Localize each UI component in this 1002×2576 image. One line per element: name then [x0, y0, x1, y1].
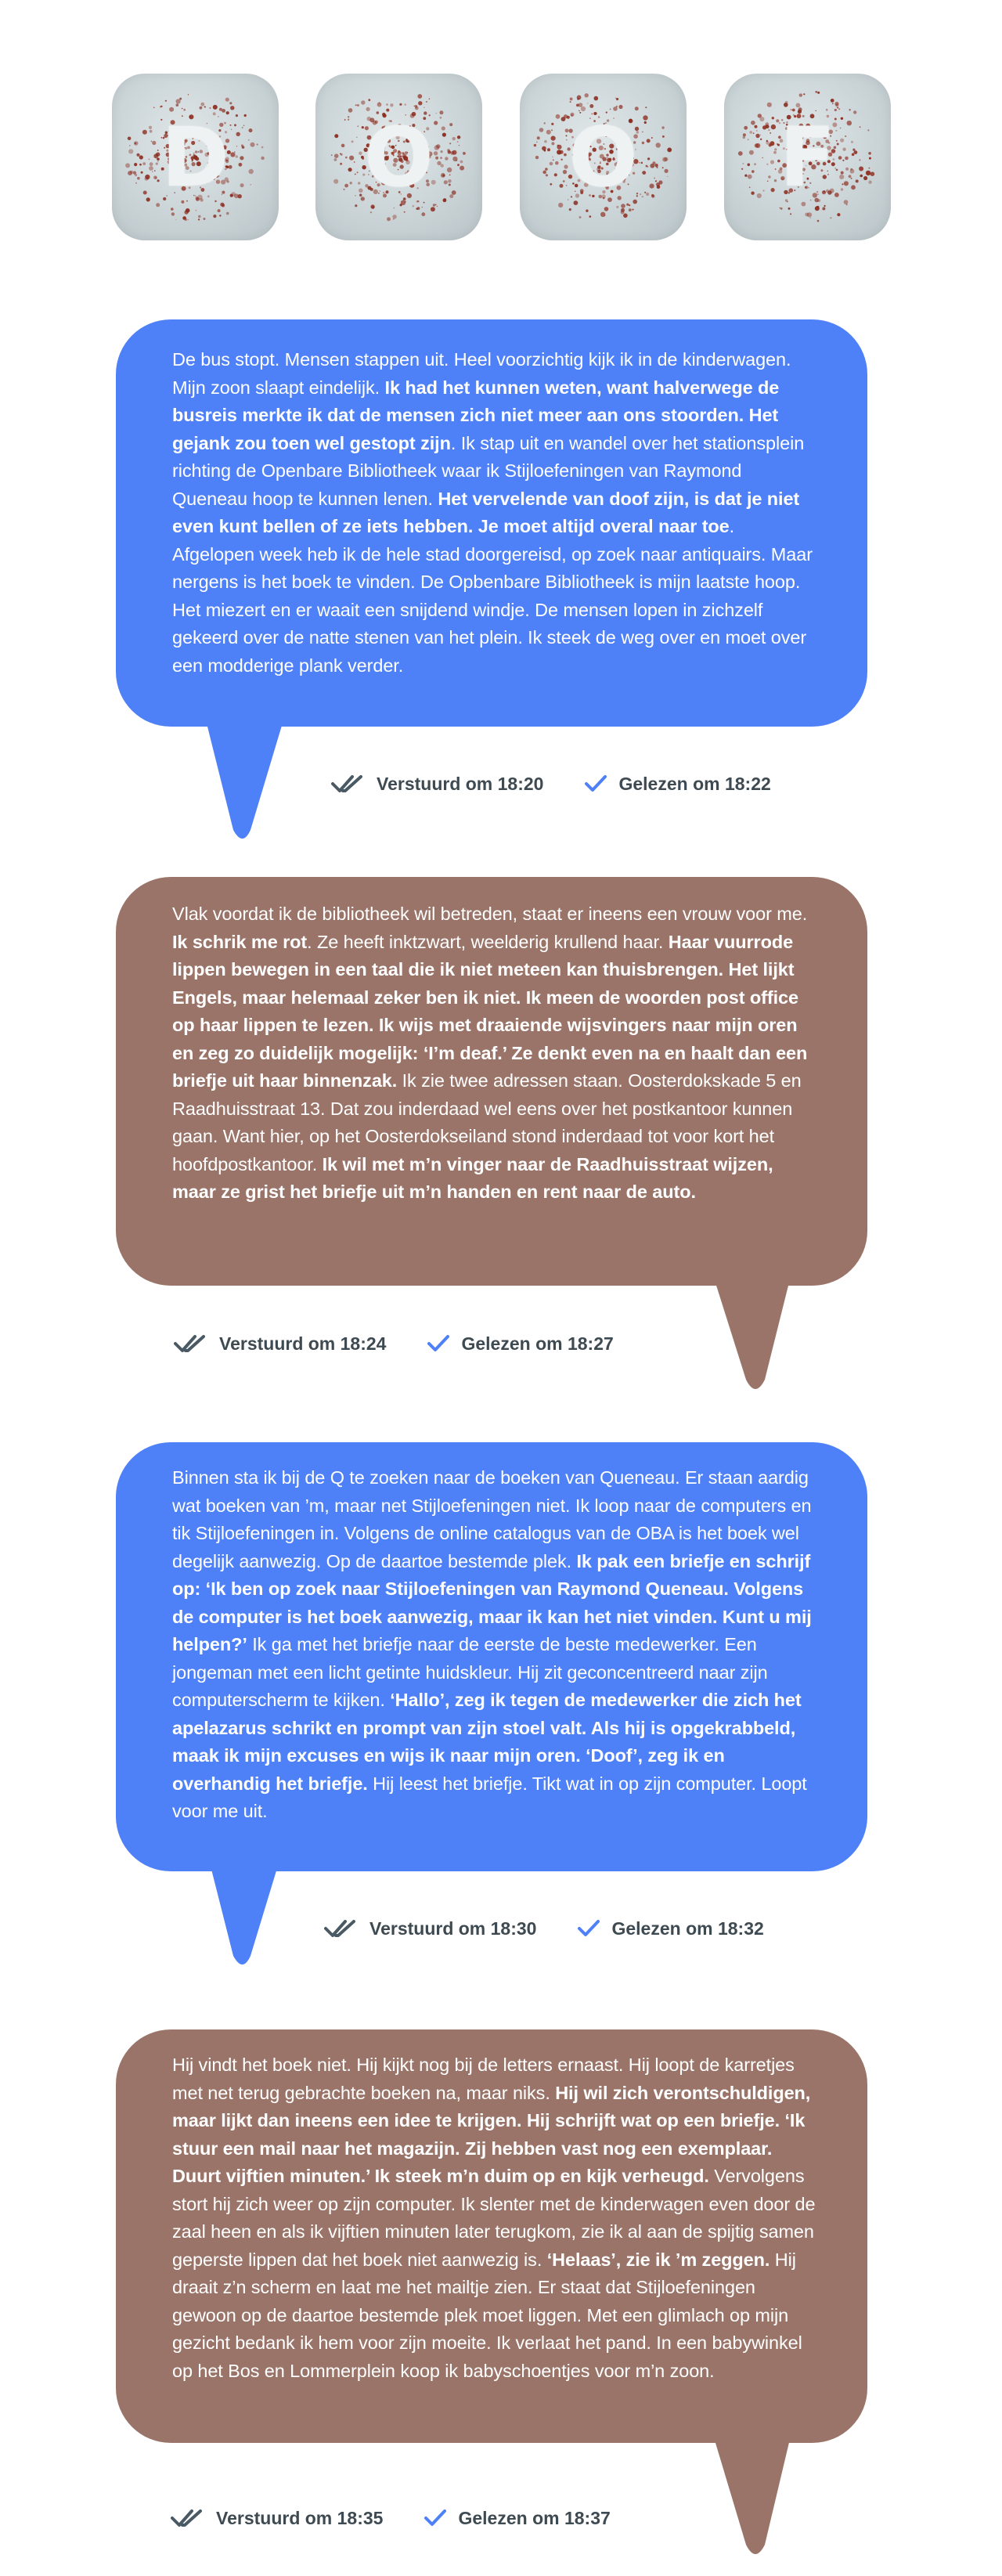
read-status — [427, 1333, 613, 1355]
sent-time: Verstuurd om 18:24 — [219, 1333, 387, 1354]
message-bubble-1 — [116, 319, 867, 727]
text-run-bold: Haar vuurrode lippen bewegen in een taal die ik niet meteen kan thuisbrengen. Het lijkt Engels, maar helemaal zeker ben ik niet. Ik meen de woorden post office op haar lippen te lezen. Ik wijs met draaiende wijsvingers naar mijn oren en zeg zo duidelijk mogelijk: ‘I’m deaf.’ Ze denkt even na en haalt dan een briefje uit haar binnenzak. — [172, 931, 808, 1091]
sent-time: Verstuurd om 18:30 — [369, 1918, 537, 1939]
double-check-icon — [331, 774, 366, 793]
title-tile-d — [112, 74, 279, 240]
message-bubble-2 — [116, 877, 867, 1286]
text-run: Ik zie twee adressen staan. Oosterdokskade 5 en Raadhuisstraat 13. Dat zou inderdaad wel eens over het postkantoor kunnen gaan. Want hier, op het Oosterdokseiland stond inderdaad tot voor kort het hoofdpostkantoor. — [172, 1070, 802, 1174]
check-icon — [584, 774, 607, 793]
read-time: Gelezen om 18:22 — [618, 773, 771, 794]
double-check-icon — [174, 1334, 208, 1353]
title-tile-f — [724, 74, 891, 240]
text-run: Vervolgens stort hij zich weer op zijn computer. Ik slenter met de kinderwagen even door de zaal heen en als ik vijftien minuten later terugkom, zie ik al aan de spijtig samen geperste lippen dat het boek niet aanwezig is. — [172, 2166, 816, 2270]
sent-status — [324, 1918, 536, 1939]
message-bubble-4 — [116, 2029, 867, 2443]
message-status-3 — [324, 1913, 805, 1944]
read-status — [584, 774, 770, 795]
text-run: Ik ga met het briefje naar de eerste de beste medewerker. Een jongeman met een licht getinte huidskleur. Hij zit geconcentreerd naar zijn computerscherm te kijken. — [172, 1634, 768, 1710]
text-run-bold: Ik pak een briefje en schrijf op: ‘Ik ben op zoek naar Stijloefeningen van Raymond Queneau. Volgens de computer is het boek aanwezig, maar ik kan het niet vinden. Kunt u mij helpen?’ — [172, 1550, 812, 1654]
sent-status — [331, 774, 543, 795]
text-run: Binnen sta ik bij de Q te zoeken naar de boeken van Queneau. Er staan aardig wat boeken van ’m, maar net Stijloefeningen niet. Ik loop naar de computers en tik Stijloefeningen in. Volgens de online catalogus van de OBA is het boek wel degelijk aanwezig. Op de daartoe bestemde plek. — [172, 1467, 812, 1571]
title-tiles — [112, 74, 891, 240]
title-tile-o-second — [520, 74, 687, 240]
text-run: Hij leest het briefje. Tikt wat in op zijn computer. Loopt voor me uit. — [172, 1773, 807, 1821]
title-letter: F — [779, 110, 836, 205]
read-status — [577, 1918, 763, 1939]
title-tile-o-first — [315, 74, 482, 240]
text-run-bold: Ik wil met m’n vinger naar de Raadhuisstraat wijzen, maar ze grist het briefje uit m’n handen en rent naar de auto. — [172, 1153, 773, 1202]
double-check-icon — [324, 1919, 359, 1938]
text-run: . Ik stap uit en wandel over het stationsplein richting de Openbare Bibliotheek waar ik Stijloefeningen van Raymond Queneau hoop te kunnen lenen. — [172, 432, 805, 509]
message-bubble-3 — [116, 1442, 867, 1871]
text-run: De bus stopt. Mensen stappen uit. Heel voorzichtig kijk ik in de kinderwagen. Mijn zoon slaapt eindelijk. — [172, 349, 791, 398]
text-run: Hij vindt het boek niet. Hij kijkt nog bij de letters ernaast. Hij loopt de karretjes met net terug gebrachte boeken na, maar niks. — [172, 2055, 795, 2103]
text-run: Vlak voordat ik de bibliotheek wil betreden, staat er ineens een vrouw voor me. — [172, 904, 808, 924]
title-letter: O — [568, 110, 638, 205]
text-run-bold: Het vervelende van doof zijn, is dat je niet even kunt bellen of ze iets hebben. Je moet altijd overal naar toe — [172, 488, 800, 536]
read-time: Gelezen om 18:32 — [611, 1918, 764, 1939]
message-text-3 — [172, 1464, 820, 1826]
message-status-4 — [171, 2502, 651, 2534]
message-status-2 — [174, 1328, 654, 1359]
message-text-2 — [172, 900, 820, 1207]
message-text-4 — [172, 2051, 820, 2385]
read-time: Gelezen om 18:27 — [461, 1333, 614, 1354]
text-run: . Afgelopen week heb ik de hele stad doorgereisd, op zoek naar antiquairs. Maar nergens is het boek te vinden. De Opbenbare Bibliotheek is mijn laatste hoop. Het miezert en er waait een snijdend windje. De mensen lopen in zichzelf gekeerd over de natte stenen van het plein. Ik steek de weg over en moet over een modderige plank verder. — [172, 516, 813, 676]
double-check-icon — [171, 2509, 205, 2527]
title-letter: O — [364, 110, 434, 205]
message-status-1 — [331, 768, 812, 799]
text-run-bold: ‘Hallo’, zeg ik tegen de medewerker die zich het apelazarus schrikt en prompt van zijn stoel valt. Als hij is opgekrabbeld, maak ik mijn excuses en wijs ik naar mijn oren. ‘Doof’, zeg ik en overhandig het briefje. — [172, 1690, 802, 1794]
read-status — [424, 2508, 610, 2529]
sent-status — [171, 2508, 383, 2529]
text-run: Hij draait z’n scherm en laat me het mailtje zien. Er staat dat Stijloefeningen gewoon op de daartoe bestemde plek moet liggen. Met een glimlach op mijn gezicht bedank ik hem voor zijn moeite. Ik verlaat het pand. In een babywinkel op het Bos en Lommerplein koop ik babyschoentjes voor m’n zoon. — [172, 2249, 802, 2381]
check-icon — [577, 1919, 600, 1938]
sent-status — [174, 1333, 386, 1355]
sent-time: Verstuurd om 18:35 — [216, 2507, 384, 2528]
message-text-1 — [172, 346, 820, 680]
read-time: Gelezen om 18:37 — [458, 2507, 611, 2528]
text-run: . Ze heeft inktzwart, weelderig krullend haar. — [307, 931, 669, 952]
text-run-bold: Hij wil zich verontschuldigen, maar lijkt dan ineens een idee te krijgen. Hij schrijft wat op een briefje. ‘Ik stuur een mail naar het magazijn. Zij hebben vast nog een exemplaar. Duurt vijftien minuten.’ Ik steek m’n duim op en kijk verheugd. — [172, 2082, 811, 2186]
check-icon — [427, 1334, 450, 1353]
title-letter: D — [161, 110, 229, 205]
text-run-bold: ‘Helaas’, zie ik ’m zeggen. — [546, 2249, 770, 2270]
text-run-bold: Ik schrik me rot — [172, 931, 308, 952]
check-icon — [424, 2509, 447, 2527]
text-run-bold: Ik had het kunnen weten, want halverwege de busreis merkte ik dat de mensen zich niet meer aan ons stoorden. Het gejank zou toen wel gestopt zijn — [172, 377, 780, 453]
sent-time: Verstuurd om 18:20 — [377, 773, 544, 794]
